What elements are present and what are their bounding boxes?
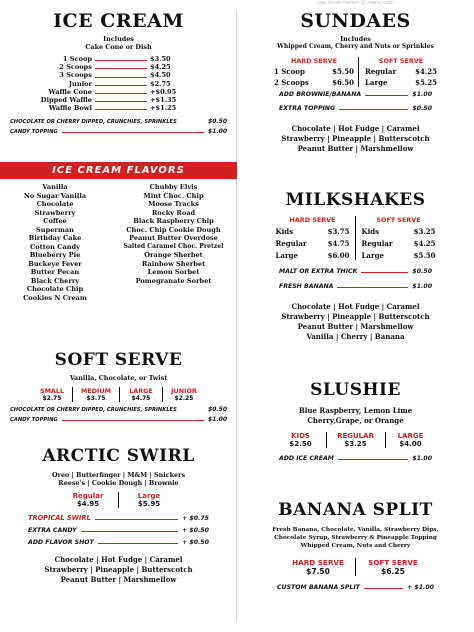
sundaes-price-grid <box>237 57 474 87</box>
flavor-item: Strawberry <box>34 208 76 217</box>
arctic-swirl-candies-2: Reese's | Cookie Dough | Brownie <box>58 479 179 487</box>
price-row: 2 Scoops $4.25 <box>59 63 171 72</box>
extra-row: CANDY TOPPING $1.00 <box>10 416 227 423</box>
milkshakes-extras <box>237 268 474 290</box>
arctic-swirl-flavors: Chocolate | Hot Fudge | Caramel Strawberry | Pineapple | Butterscotch Peanut Butter | Marshmellow <box>44 555 193 584</box>
size-option: Large $5.95 <box>137 492 161 508</box>
price-row: Large $5.50 <box>361 251 436 260</box>
banana-split-section <box>237 500 474 591</box>
flavor-item: Chocolate <box>36 200 74 208</box>
sundaes-hard-col: HARD SERVE 1 Scoop $5.50 2 Scoops $6.50 <box>274 57 359 87</box>
slushie-flavors-2: Cherry,Grape, or Orange <box>307 416 404 425</box>
price-row: Waffle Cone +$0.95 <box>48 87 177 96</box>
extra-row: EXTRA CANDY + $0.50 <box>28 527 209 534</box>
flavor-item: Coffee <box>43 217 67 225</box>
sundaes-section <box>237 10 474 154</box>
banana-split-title: BANANA SPLIT <box>278 500 433 520</box>
size-option: HARD SERVE $7.50 <box>281 558 356 576</box>
size-option: SMALL $2.75 <box>32 387 73 402</box>
size-option: LARGE $4.75 <box>120 387 163 402</box>
extra-row: CHOCOLATE OR CHERRY DIPPED, CRUNCHIES, SPRINKLES $0.50 <box>10 406 227 413</box>
price-row: 1 Scoop $3.50 <box>62 55 171 63</box>
price-row: Kids $3.25 <box>361 227 436 236</box>
extra-row: ADD ICE CREAM $1.00 <box>279 455 432 462</box>
price-row: Dipped Waffle +$1.35 <box>40 96 177 105</box>
banana-split-desc-1: Fresh Banana, Chocolate, Vanilla, Strawberry Dips, <box>272 527 439 533</box>
size-option: KIDS $2.50 <box>276 432 327 448</box>
flavor-item: Black Raspberry Chip <box>133 217 214 225</box>
flavor-item: Choc. Chip Cookie Dough <box>126 225 221 234</box>
ice-cream-price-list <box>0 55 237 112</box>
flavors-col-1 <box>0 183 110 302</box>
flavor-item: Blueberry Pie <box>29 251 81 259</box>
size-option: LARGE $4.00 <box>397 432 424 448</box>
milkshakes-price-grid <box>237 216 474 260</box>
price-row: Kids $3.75 <box>275 227 350 236</box>
arctic-swirl-candies-1: Oreo | Butterfinger | M&M | Snickers <box>51 471 186 479</box>
extra-row: FRESH BANANA $1.00 <box>279 283 432 290</box>
flavors-col-2 <box>110 183 237 302</box>
milkshakes-soft-col: SOFT SERVE Kids $3.25 Regular $4.25 Large $5.50 <box>361 216 436 260</box>
flavors-columns <box>0 183 237 302</box>
size-option: MEDIUM $3.75 <box>73 387 120 402</box>
ice-cream-section <box>0 10 237 135</box>
flavor-item: Chubby Elvis <box>149 183 198 191</box>
price-row: 3 Scoops $4.50 <box>59 71 171 80</box>
flavor-item: Mint Choc. Chip <box>143 191 204 200</box>
size-option: JUNIOR $2.25 <box>171 387 197 402</box>
flavor-item: Chocolate Chip <box>26 285 84 293</box>
arctic-swirl-section <box>0 446 237 585</box>
price-row: Large $5.25 <box>365 78 437 87</box>
flavor-item: Orange Sherbet <box>144 251 203 259</box>
sundaes-includes: Includes <box>340 35 371 43</box>
price-row: Regular $4.25 <box>361 239 436 248</box>
extra-row: EXTRA TOPPING $0.50 <box>279 105 432 112</box>
flavor-item: Rocky Road <box>151 208 196 217</box>
sundaes-title: SUNDAES <box>300 10 411 32</box>
arctic-swirl-sizes <box>0 492 237 508</box>
size-option: Regular $4.95 <box>58 492 119 508</box>
extra-row: CHOCOLATE OR CHERRY DIPPED, CRUNCHIES, SPRINKLES $0.50 <box>10 118 227 126</box>
flavor-item: Salted Caramel Choc. Pretzel <box>123 242 224 250</box>
banana-split-desc-2: Chocolate Syrup, Strawberry & Pineapple Topping <box>274 535 437 541</box>
banana-split-extras <box>237 584 474 591</box>
extra-row: ADD BROWNIE/BANANA $1.00 <box>279 91 432 98</box>
slushie-extras <box>237 455 474 462</box>
arctic-swirl-title: ARCTIC SWIRL <box>42 446 195 466</box>
flavor-item: Lemon Sorbet <box>147 268 200 276</box>
soft-serve-section <box>0 350 237 423</box>
flavor-item: No Sugar Vanilla <box>23 191 87 200</box>
price-row: Large $6.00 <box>275 251 350 260</box>
price-row: Regular $4.25 <box>365 67 437 76</box>
size-option: SOFT SERVE $6.25 <box>368 558 418 576</box>
soft-serve-title: SOFT SERVE <box>54 350 183 370</box>
flavor-item: Moose Tracks <box>148 200 199 208</box>
arctic-swirl-extras <box>0 514 237 546</box>
watermark: see more menus @ menu.com <box>317 0 394 6</box>
price-row: 1 Scoop $5.50 <box>274 67 354 76</box>
price-row: 2 Scoops $6.50 <box>274 78 354 87</box>
price-row: Waffle Bowl +$1.25 <box>48 104 177 113</box>
sundaes-includes-detail: Whipped Cream, Cherry and Nuts or Sprinkles <box>277 43 434 50</box>
extra-row: TROPICAL SWIRL + $0.75 <box>28 514 209 522</box>
banana-split-sizes <box>237 558 474 576</box>
flavor-item: Butter Pecan <box>30 268 80 276</box>
milkshakes-section <box>237 190 474 342</box>
flavor-item: Peanut Butter Overdose <box>129 234 218 242</box>
sundaes-flavors: Chocolate | Hot Fudge | Caramel Strawberry | Pineapple | Butterscotch Peanut Butter | Marshmellow <box>281 124 430 153</box>
flavor-item: Rainbow Sherbet <box>141 259 206 268</box>
flavor-item: Birthday Cake <box>28 234 82 242</box>
flavor-item: Pomegranate Sorbet <box>135 276 212 285</box>
flavors-banner: ICE CREAM FLAVORS <box>0 162 237 179</box>
soft-serve-sizes <box>0 387 237 402</box>
banana-split-desc-3: Whipped Cream, Nuts and Cherry <box>300 543 411 549</box>
ice-cream-includes: Includes <box>103 35 134 43</box>
slushie-flavors-1: Blue Raspberry, Lemon Lime <box>298 406 413 415</box>
milkshakes-title: MILKSHAKES <box>285 190 426 210</box>
extra-row: CANDY TOPPING $1.00 <box>10 128 227 136</box>
flavor-item: Black Cherry <box>30 276 80 285</box>
soft-serve-extras <box>0 406 237 423</box>
ice-cream-extras <box>0 118 237 135</box>
slushie-title: SLUSHIE <box>310 380 401 400</box>
sundaes-extras <box>237 91 474 112</box>
slushie-sizes <box>237 432 474 448</box>
price-row: Regular $4.75 <box>275 239 350 248</box>
ice-cream-includes-detail: Cake Cone or Dish <box>85 43 152 51</box>
flavor-item: Superman <box>36 225 74 234</box>
ice-cream-title: ICE CREAM <box>53 10 184 32</box>
milkshakes-hard-col: HARD SERVE Kids $3.75 Regular $4.75 Large $6.00 <box>276 216 356 260</box>
price-row: Junior $2.75 <box>68 79 171 88</box>
soft-serve-subtitle: Vanilla, Chocolate, or Twist <box>69 374 168 382</box>
flavor-item: Cookies N Cream <box>23 293 87 302</box>
flavors-section <box>0 162 237 302</box>
flavor-item: Buckeye Fever <box>28 259 82 268</box>
extra-row: MALT OR EXTRA THICK $0.50 <box>279 268 432 275</box>
flavor-item: Vanilla <box>42 183 68 191</box>
extra-row: ADD FLAVOR SHOT + $0.50 <box>28 539 209 546</box>
flavor-item: Cotton Candy <box>30 242 80 251</box>
slushie-section <box>237 380 474 462</box>
sundaes-soft-col: SOFT SERVE Regular $4.25 Large $5.25 <box>365 57 437 87</box>
extra-row: CUSTOM BANANA SPLIT + $1.00 <box>277 584 434 591</box>
milkshakes-flavors: Chocolate | Hot Fudge | Caramel Strawberry | Pineapple | Butterscotch Peanut Butter | Marshmellow Vanilla | Cherry | Banana <box>281 302 430 341</box>
size-option: REGULAR $3.25 <box>327 432 386 448</box>
